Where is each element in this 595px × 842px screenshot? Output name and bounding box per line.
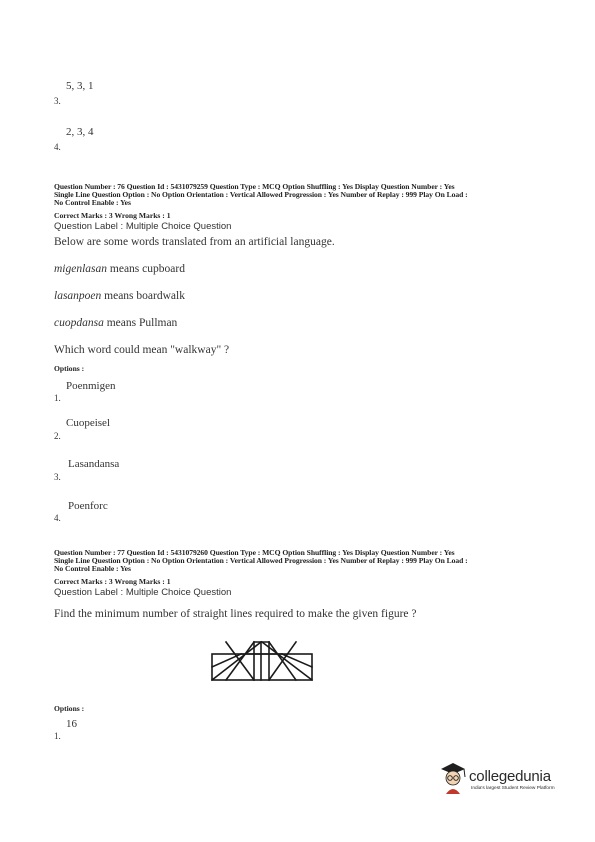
watermark-brand: collegedunia xyxy=(469,768,551,785)
q76-question-text: Which word could mean "walkway" ? xyxy=(54,344,230,356)
q76-meta-line-3: No Control Enable : Yes xyxy=(54,198,131,208)
q76-example-3 xyxy=(54,317,177,329)
q76-question-label: Question Label : Multiple Choice Question xyxy=(54,221,232,232)
q77-marks: Correct Marks : 3 Wrong Marks : 1 xyxy=(54,577,171,586)
q76-meta-line-1: Question Number : 76 Question Id : 5431079259 Question Type : MCQ Option Shuffling : Yes Display Question Number : Yes xyxy=(54,182,455,191)
q77-meta-line-2: Single Line Question Option : No Option Orientation : Vertical Allowed Progression : Yes Number of Replay : 999 Play On Load : xyxy=(54,556,468,566)
q77-figure xyxy=(206,640,320,686)
q76-option-2-text: Cuopeisel xyxy=(66,417,110,429)
q77-metadata xyxy=(54,549,554,574)
q76-option-3-number: 3. xyxy=(54,472,61,482)
q77-meta-line-3: No Control Enable : Yes xyxy=(54,564,131,574)
q76-option-3-text: Lasandansa xyxy=(68,458,120,470)
q76-example-2-meaning: means boardwalk xyxy=(101,290,185,302)
q76-example-1-meaning: means cupboard xyxy=(107,263,185,275)
prev-option-4-text: 2, 3, 4 xyxy=(66,126,94,138)
q77-question-text: Find the minimum number of straight lines required to make the given figure ? xyxy=(54,608,417,620)
q76-meta-line-2: Single Line Question Option : No Option Orientation : Vertical Allowed Progression : Yes Number of Replay : 999 Play On Load : xyxy=(54,190,468,200)
q76-metadata xyxy=(54,183,554,208)
q77-option-1-number: 1. xyxy=(54,731,61,741)
figure-outer-rectangle xyxy=(212,654,312,680)
collegedunia-watermark xyxy=(438,760,555,800)
watermark-tagline: India's largest Student Review Platform xyxy=(471,786,555,791)
prev-option-4-number: 4. xyxy=(54,142,61,152)
q76-option-4-number: 4. xyxy=(54,513,61,523)
q77-meta-line-1: Question Number : 77 Question Id : 5431079260 Question Type : MCQ Option Shuffling : Yes Display Question Number : Yes xyxy=(54,548,455,557)
q76-option-4-text: Poenforc xyxy=(68,500,108,512)
q76-option-1-number: 1. xyxy=(54,393,61,403)
q76-example-3-word: cuopdansa xyxy=(54,317,104,329)
q76-option-1-text: Poenmigen xyxy=(66,380,116,392)
q77-question-label: Question Label : Multiple Choice Question xyxy=(54,587,232,598)
q76-option-2-number: 2. xyxy=(54,431,61,441)
q77-option-1-text: 16 xyxy=(66,718,77,730)
prev-option-3-text: 5, 3, 1 xyxy=(66,80,94,92)
q77-options-heading: Options : xyxy=(54,704,85,713)
q76-marks: Correct Marks : 3 Wrong Marks : 1 xyxy=(54,211,171,220)
q76-options-heading: Options : xyxy=(54,364,85,373)
prev-option-3-number: 3. xyxy=(54,96,61,106)
q76-example-2 xyxy=(54,290,185,302)
q76-example-3-meaning: means Pullman xyxy=(103,317,178,329)
graduate-mascot-icon xyxy=(438,760,468,796)
q76-intro: Below are some words translated from an artificial language. xyxy=(54,236,335,248)
q76-example-1-word: migenlasan xyxy=(54,263,108,275)
q76-example-1 xyxy=(54,263,185,275)
q76-example-2-word: lasanpoen xyxy=(54,290,102,302)
